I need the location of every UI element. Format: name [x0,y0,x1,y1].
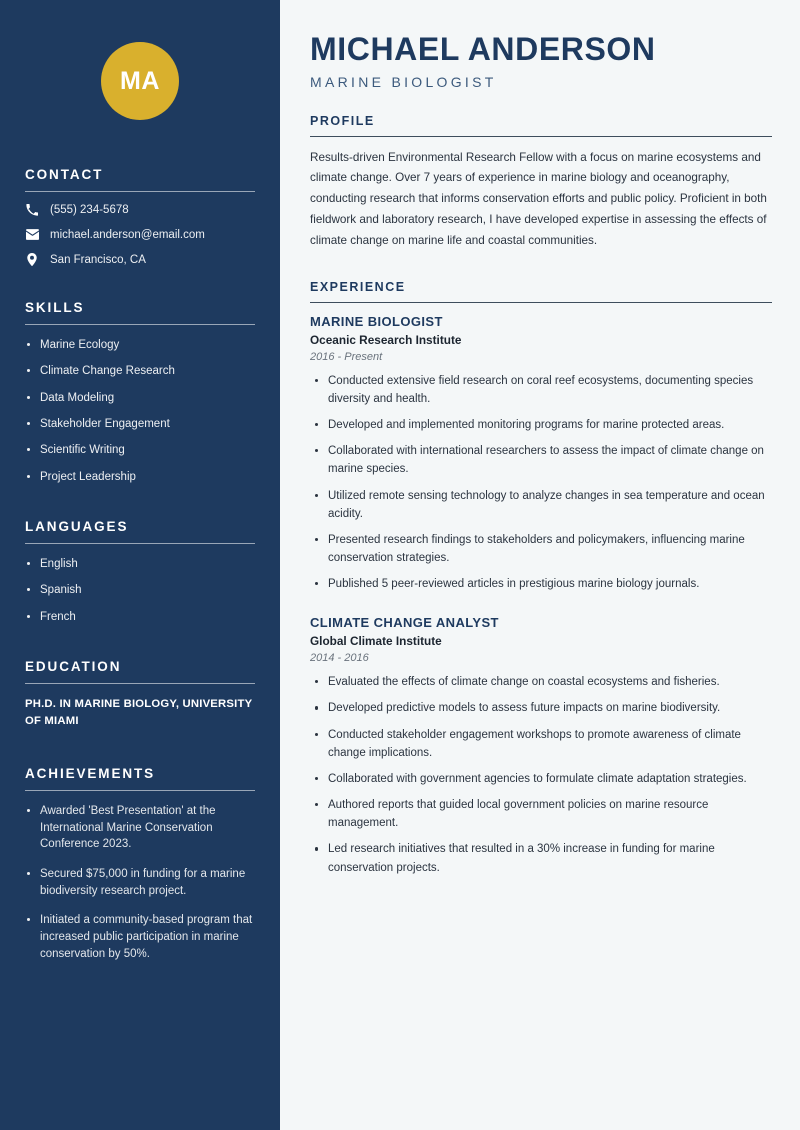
experience-job-title: MARINE BIOLOGIST [310,313,443,329]
experience-company: Oceanic Research Institute [310,332,462,347]
sidebar [0,0,280,1130]
list-item: French [25,609,255,625]
list-item: Collaborated with government agencies to formulate climate adaptation strategies. [310,770,772,788]
main-content [280,0,800,1130]
list-item: Presented research findings to stakeholders and policymakers, influencing marine conservation strategies. [310,531,772,567]
achievements-list [25,803,255,962]
list-item: Collaborated with international researchers to assess the impact of climate change on marine species. [310,442,772,478]
list-item: Developed predictive models to assess future impacts on marine biodiversity. [310,699,772,717]
contact-item-phone[interactable] [25,204,255,216]
experience-bullets [310,372,772,594]
list-item: Utilized remote sensing technology to analyze changes in sea temperature and ocean acidity. [310,487,772,523]
list-item: Spanish [25,582,255,598]
profile-heading: PROFILE [310,113,375,128]
envelope-icon [25,228,39,241]
list-item: Climate Change Research [25,363,255,379]
achievements-divider [25,790,255,791]
list-item: Marine Ecology [25,337,255,353]
experience-divider [310,302,772,303]
contact-divider [25,191,255,192]
experience-bullets [310,673,772,876]
avatar-container [25,0,255,120]
education-item: PH.D. IN MARINE BIOLOGY, UNIVERSITY OF MIAMI [25,697,253,727]
list-item: Secured $75,000 in funding for a marine biodiversity research project. [25,866,255,899]
list-item: English [25,556,255,572]
page-title: MICHAEL ANDERSON [310,31,656,67]
skills-heading: SKILLS [25,300,85,315]
contact-location-value: San Francisco, CA [50,253,146,266]
experience-entry [310,615,772,876]
list-item: Led research initiatives that resulted in a 30% increase in funding for marine conservation projects. [310,840,772,876]
contact-section [25,167,255,266]
list-item: Published 5 peer-reviewed articles in prestigious marine biology journals. [310,575,772,593]
languages-section [25,519,255,625]
contact-email-value: michael.anderson@email.com [50,228,205,241]
experience-company: Global Climate Institute [310,634,442,649]
skills-section [25,300,255,485]
avatar: MA [101,42,179,120]
languages-heading: LANGUAGES [25,518,129,534]
education-heading: EDUCATION [25,658,122,674]
experience-job-title: CLIMATE CHANGE ANALYST [310,615,499,631]
contact-list [25,204,255,266]
list-item: Authored reports that guided local government policies on marine resource management. [310,796,772,832]
phone-icon [25,204,39,216]
profile-text: Results-driven Environmental Research Fellow with a focus on marine ecosystems and climate change. Over 7 years of experience in marine biology and oceanography, conducting research that informs conservation efforts and public policy. Proficient in both fieldwork and laboratory research, I have developed expertise in assessing the effects of climate change on marine life and coastal communities. [310,150,767,247]
list-item: Project Leadership [25,469,255,485]
list-item: Conducted extensive field research on coral reef ecosystems, documenting species diversity and health. [310,372,772,408]
skills-list [25,337,255,485]
contact-item-email[interactable] [25,228,255,241]
profile-section [310,114,772,252]
education-divider [25,683,255,684]
experience-heading: EXPERIENCE [310,279,406,294]
list-item: Awarded 'Best Presentation' at the International Marine Conservation Conference 2023. [25,803,255,853]
achievements-section [25,766,255,962]
list-item: Data Modeling [25,390,255,406]
map-pin-icon [25,253,39,266]
contact-heading: CONTACT [25,167,104,182]
experience-entry [310,314,772,594]
job-role-subtitle: MARINE BIOLOGIST [310,73,497,90]
list-item: Conducted stakeholder engagement workshops to promote awareness of climate change implications. [310,726,772,762]
list-item: Evaluated the effects of climate change on coastal ecosystems and fisheries. [310,673,772,691]
achievements-heading: ACHIEVEMENTS [25,765,156,781]
languages-list [25,556,255,625]
list-item: Initiated a community-based program that increased public participation in marine conservation by 50%. [25,912,255,962]
experience-dates: 2014 - 2016 [310,652,369,665]
list-item: Scientific Writing [25,442,255,458]
contact-item-location[interactable] [25,253,255,266]
list-item: Stakeholder Engagement [25,416,255,432]
list-item: Developed and implemented monitoring programs for marine protected areas. [310,416,772,434]
languages-divider [25,543,255,544]
contact-phone-value: (555) 234-5678 [50,204,129,216]
experience-dates: 2016 - Present [310,350,383,363]
education-section [25,659,255,730]
experience-section [310,280,772,877]
skills-divider [25,324,255,325]
profile-divider [310,136,772,137]
